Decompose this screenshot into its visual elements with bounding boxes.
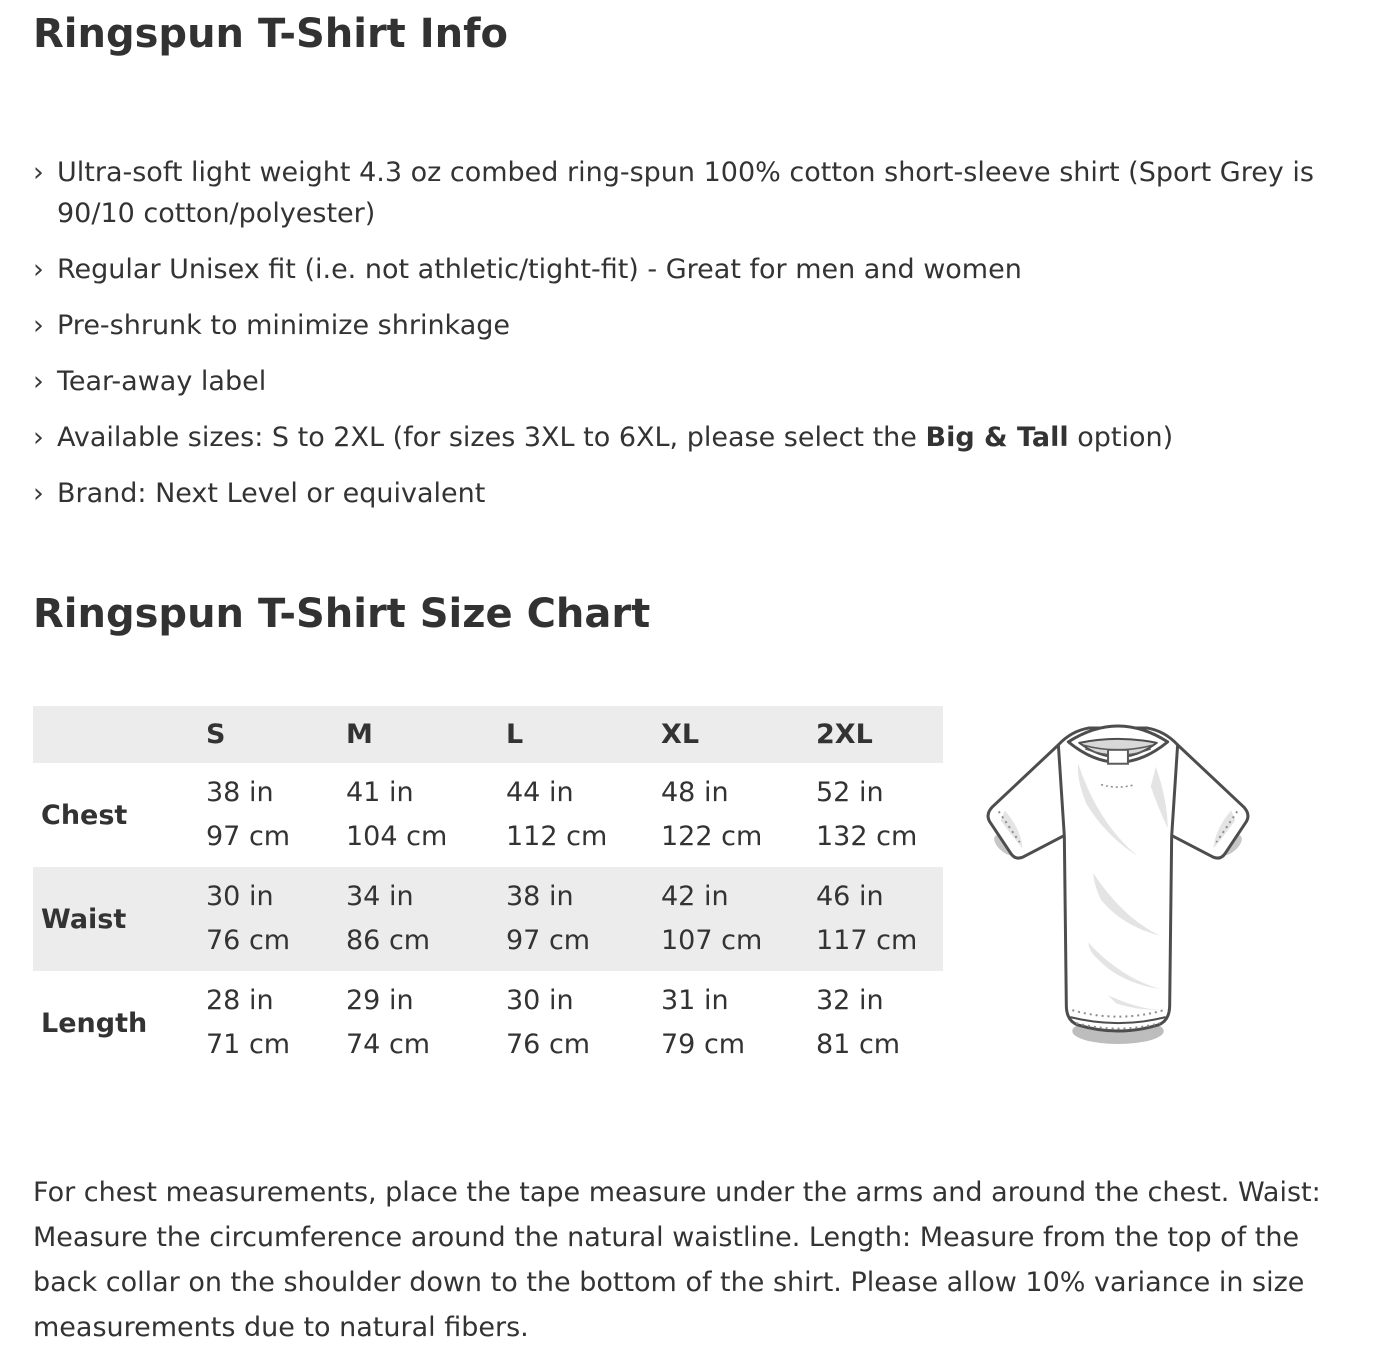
measure-cm: 79 cm	[661, 1029, 746, 1060]
measure-in: 41 in	[346, 777, 414, 808]
measure-cm: 76 cm	[206, 925, 291, 956]
list-item-text-bold: Big & Tall	[925, 422, 1069, 453]
bullet-icon: ›	[33, 422, 44, 453]
size-cell	[653, 971, 808, 1075]
list-item-text: Brand: Next Level or equivalent	[57, 478, 486, 509]
row-label-length: Length	[41, 1007, 148, 1039]
list-item-text: Ultra-soft light weight 4.3 oz combed ring-spun 100% cotton short-sleeve shirt (Sport Grey is 90/10 cotton/polyester)	[57, 157, 1314, 229]
corner-cell	[33, 706, 198, 763]
measure-in: 42 in	[661, 881, 729, 912]
measure-in: 28 in	[206, 985, 274, 1016]
list-item-text-prefix: Available sizes: S to 2XL (for sizes 3XL to 6XL, please select the	[57, 422, 926, 453]
size-cell	[498, 971, 653, 1075]
measure-in: 29 in	[346, 985, 414, 1016]
row-label-waist: Waist	[41, 903, 127, 935]
column-header-2xl: 2XL	[816, 719, 873, 750]
measure-cm: 117 cm	[816, 925, 918, 956]
measure-cm: 97 cm	[206, 821, 291, 852]
list-item	[33, 417, 1345, 458]
column-header-m: M	[346, 719, 373, 750]
measure-in: 30 in	[506, 985, 574, 1016]
size-cell	[198, 763, 338, 867]
bullet-icon: ›	[33, 310, 44, 341]
measure-in: 31 in	[661, 985, 729, 1016]
size-table-header-row	[33, 706, 943, 763]
size-cell	[498, 763, 653, 867]
measure-cm: 97 cm	[506, 925, 591, 956]
list-item-text: Tear-away label	[57, 366, 267, 397]
tshirt-icon	[959, 708, 1277, 1053]
size-cell	[498, 867, 653, 971]
measure-in: 46 in	[816, 881, 884, 912]
page-title: Ringspun T-Shirt Info	[33, 11, 508, 57]
size-chart-title: Ringspun T-Shirt Size Chart	[33, 591, 651, 637]
measure-cm: 122 cm	[661, 821, 763, 852]
measure-in: 48 in	[661, 777, 729, 808]
bullet-icon: ›	[33, 254, 44, 285]
table-row-waist	[33, 867, 943, 971]
measure-cm: 76 cm	[506, 1029, 591, 1060]
measure-in: 32 in	[816, 985, 884, 1016]
size-cell	[198, 867, 338, 971]
list-item-text: Pre-shrunk to minimize shrinkage	[57, 310, 511, 341]
list-item	[33, 473, 1345, 514]
measure-cm: 86 cm	[346, 925, 431, 956]
bullet-icon: ›	[33, 366, 44, 397]
measure-cm: 81 cm	[816, 1029, 901, 1060]
measure-in: 34 in	[346, 881, 414, 912]
size-chart-section	[33, 706, 1345, 1075]
feature-list	[33, 152, 1345, 514]
size-cell	[198, 971, 338, 1075]
table-row-chest	[33, 763, 943, 867]
column-header-xl: XL	[661, 719, 700, 750]
column-header-s: S	[206, 719, 226, 750]
table-row-length	[33, 971, 943, 1075]
size-cell	[338, 763, 498, 867]
measure-in: 38 in	[506, 881, 574, 912]
row-label-chest: Chest	[41, 799, 128, 831]
measure-cm: 74 cm	[346, 1029, 431, 1060]
size-table	[33, 706, 943, 1075]
size-cell	[653, 763, 808, 867]
measure-cm: 104 cm	[346, 821, 448, 852]
measure-in: 38 in	[206, 777, 274, 808]
list-item	[33, 305, 1345, 346]
size-cell	[808, 867, 943, 971]
list-item	[33, 152, 1345, 234]
tshirt-illustration	[959, 708, 1277, 1053]
size-cell	[338, 971, 498, 1075]
measure-cm: 112 cm	[506, 821, 608, 852]
list-item-text	[57, 422, 1173, 453]
measure-in: 52 in	[816, 777, 884, 808]
measure-in: 44 in	[506, 777, 574, 808]
size-cell	[653, 867, 808, 971]
list-item	[33, 361, 1345, 402]
size-cell	[338, 867, 498, 971]
size-cell	[808, 763, 943, 867]
size-cell	[808, 971, 943, 1075]
measure-cm: 71 cm	[206, 1029, 291, 1060]
bullet-icon: ›	[33, 157, 44, 188]
list-item-text-suffix: option)	[1068, 422, 1174, 453]
column-header-l: L	[506, 719, 524, 750]
measure-cm: 132 cm	[816, 821, 918, 852]
measurement-instructions: For chest measurements, place the tape measure under the arms and around the chest. Waist: Measure the circumference around the natural waistline. Length: Measure from the top of the back collar on the shoulder down to the bottom of the shirt. Please allow 10% variance in size measurements due to natural fibers.	[33, 1177, 1321, 1343]
list-item	[33, 249, 1345, 290]
list-item-text: Regular Unisex fit (i.e. not athletic/tight-fit) - Great for men and women	[57, 254, 1022, 285]
measure-in: 30 in	[206, 881, 274, 912]
bullet-icon: ›	[33, 478, 44, 509]
measure-cm: 107 cm	[661, 925, 763, 956]
